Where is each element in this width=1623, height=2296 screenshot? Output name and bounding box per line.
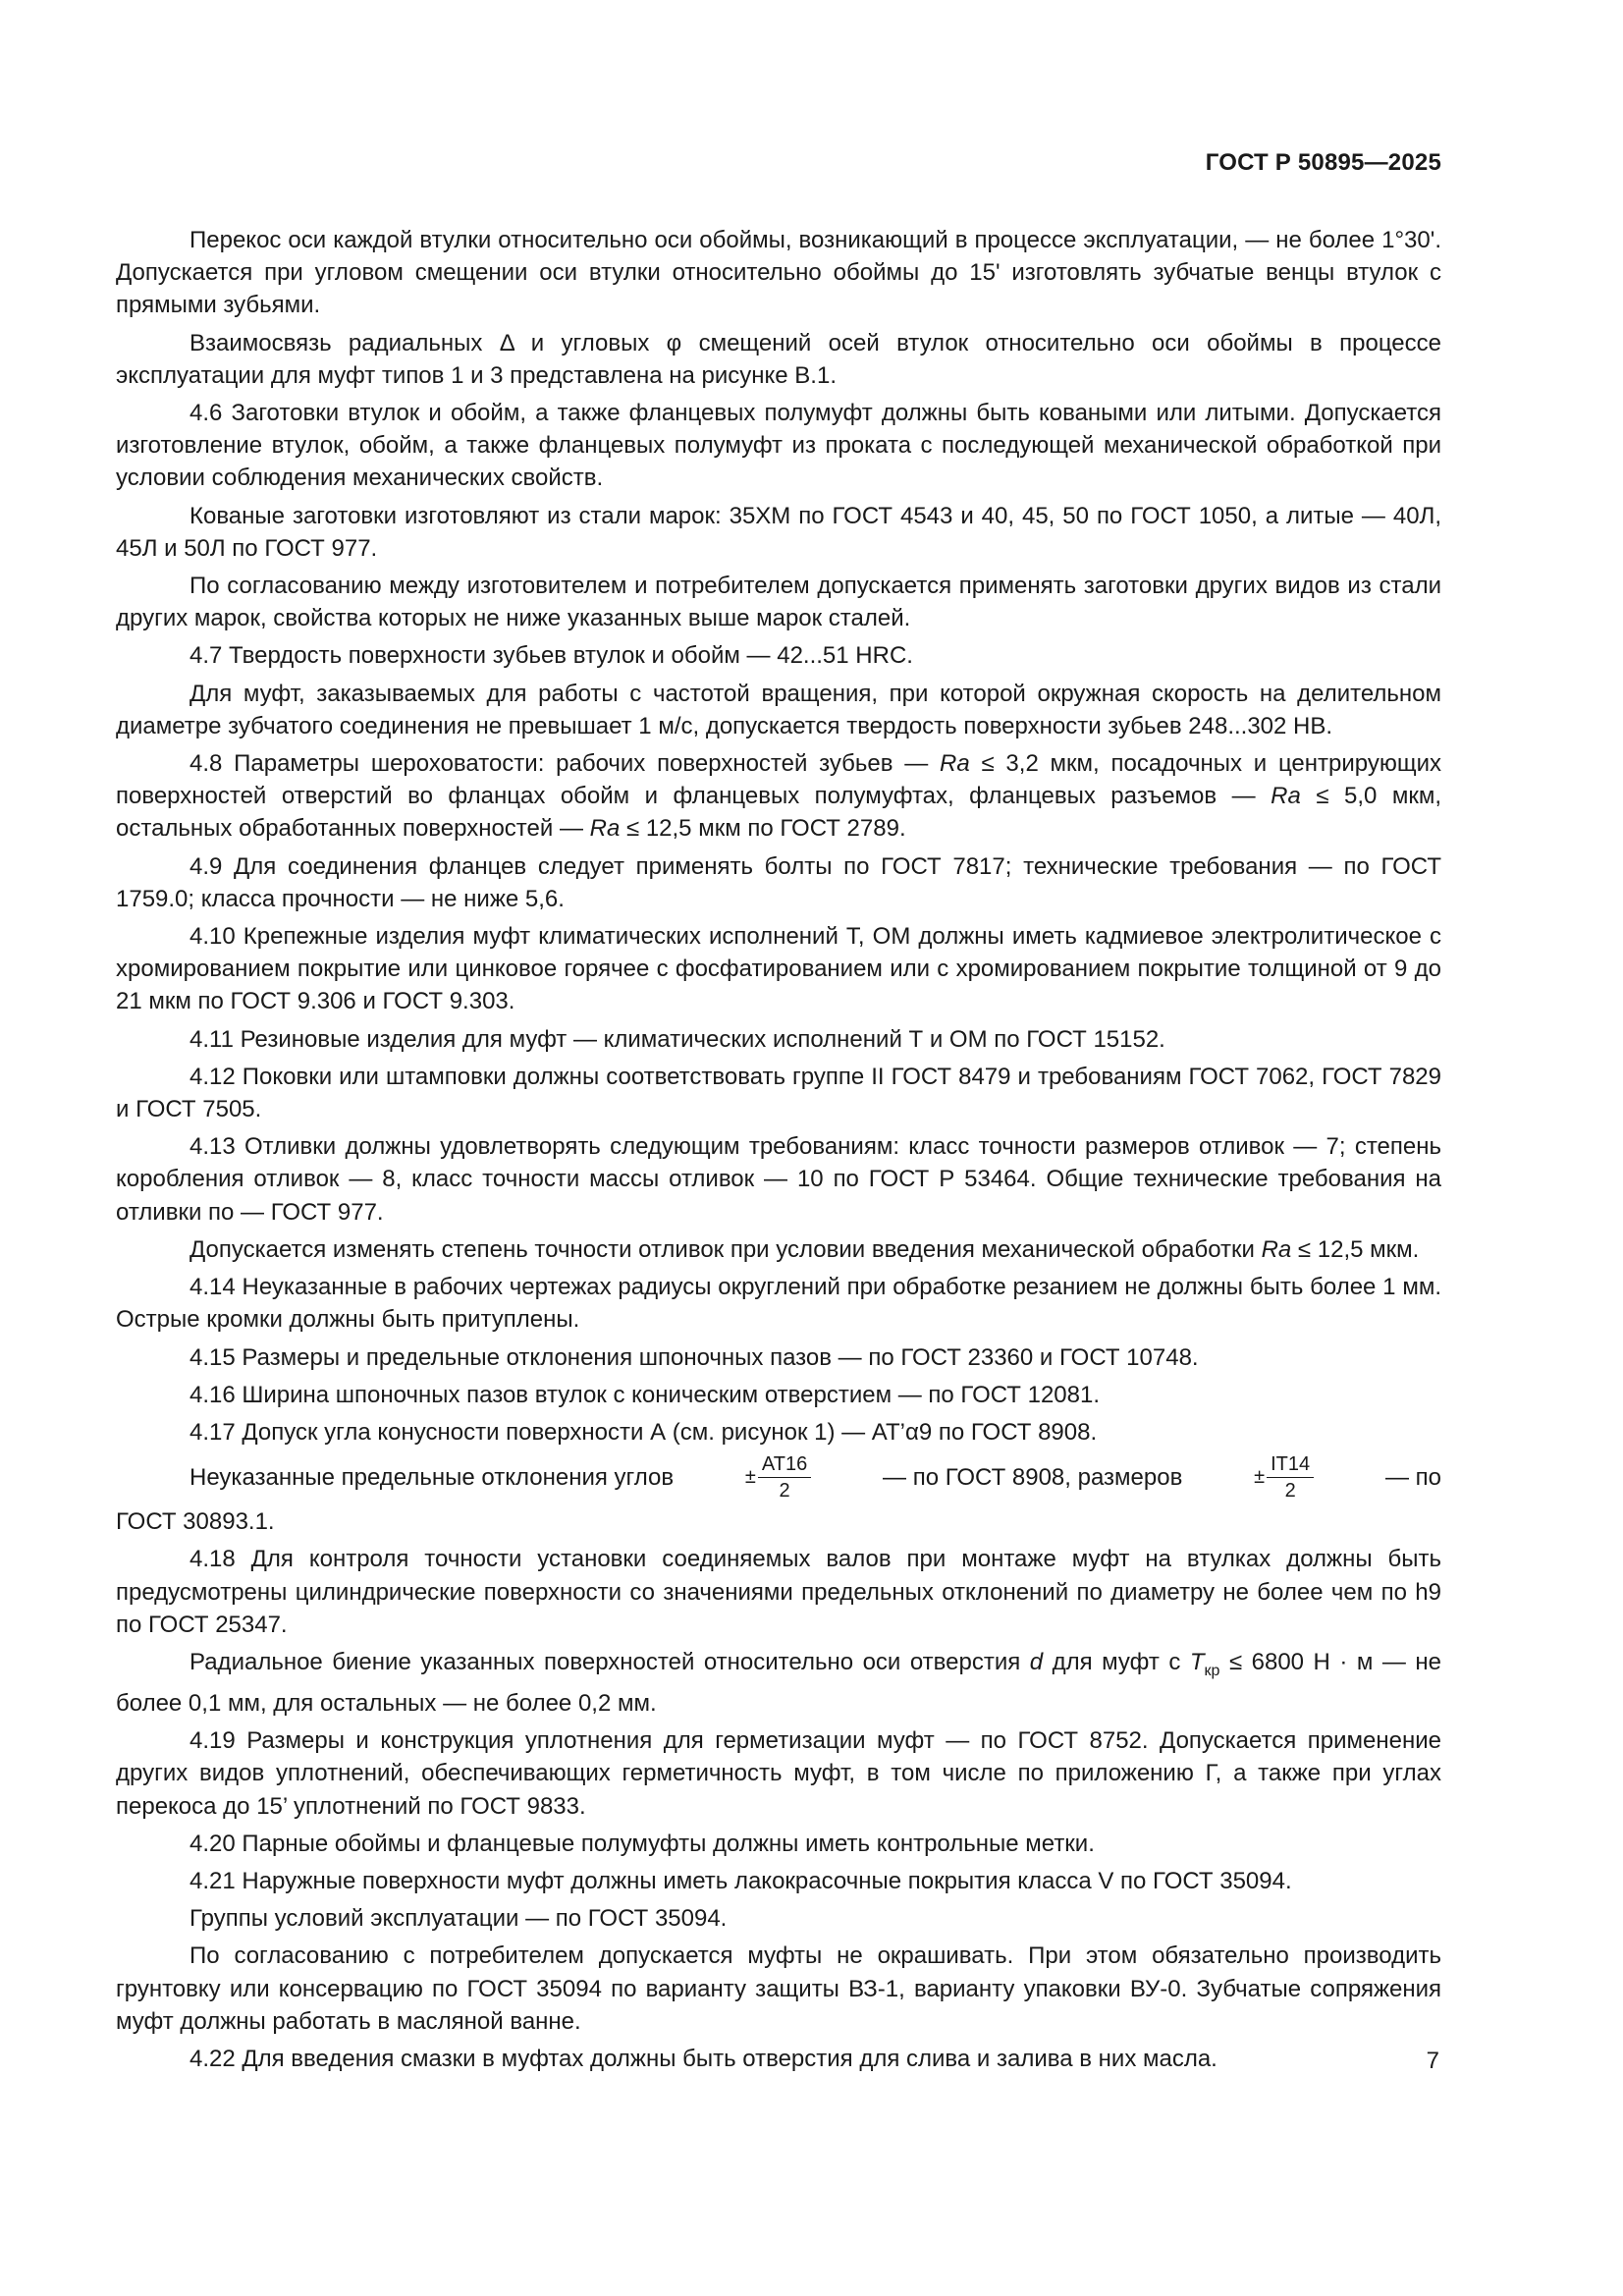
ra-symbol: Ra bbox=[589, 815, 621, 843]
paragraph-continuation: ГОСТ 30893.1. bbox=[116, 1508, 275, 1536]
text-run: ≤ 12,5 мкм. bbox=[1291, 1235, 1420, 1263]
paragraph: 4.11 Резиновые изделия для муфт — климатических исполнений Т и ОМ по ГОСТ 15152. bbox=[189, 1025, 1165, 1053]
text-run: ≤ 5,0 мкм, остальных обработанных поверхностей — bbox=[116, 783, 1441, 843]
text-run: — по ГОСТ 8908, размеров bbox=[883, 1464, 1183, 1491]
paragraph: 4.20 Парные обоймы и фланцевые полумуфты должны иметь контрольные метки. bbox=[189, 1830, 1095, 1857]
d-symbol: d bbox=[1029, 1648, 1044, 1675]
paragraph: Группы условий эксплуатации — по ГОСТ 35094. bbox=[189, 1905, 728, 1933]
paragraph: Взаимосвязь радиальных Δ и угловых φ смещений осей втулок относительно оси обоймы в процессе эксплуатации для муфт типов 1 и 3 представлена на рисунке В.1. bbox=[116, 329, 1441, 389]
fraction-numerator: IT14 bbox=[1267, 1453, 1314, 1478]
fraction-denominator: 2 bbox=[1284, 1480, 1296, 1503]
paragraph: По согласованию между изготовителем и потребителем допускается применять заготовки других видов из стали других марок, свойства которых не ниже указанных выше марок сталей. bbox=[116, 573, 1441, 632]
paragraph: Перекос оси каждой втулки относительно оси обоймы, возникающий в процессе эксплуатации, — не более 1°30'. Допускается при угловом смещении оси втулки относительно обоймы до 15' изготовлять зубчатые венцы втулок с прямыми зубьями. bbox=[116, 227, 1441, 319]
paragraph-roughness bbox=[116, 1233, 1441, 1266]
paragraph: 4.12 Поковки или штамповки должны соответствовать группе II ГОСТ 8479 и требованиям ГОСТ 7062, ГОСТ 7829 и ГОСТ 7505. bbox=[116, 1063, 1441, 1123]
paragraph: 4.6 Заготовки втулок и обойм, а также фланцевых полумуфт должны быть коваными или литыми. Допускается изготовление втулок, обойм, а также фланцевых полумуфт из проката с последующей механической обработкой при условии соблюдения механических свойств. bbox=[116, 400, 1441, 492]
paragraph: 4.14 Неуказанные в рабочих чертежах радиусы округлений при обработке резанием не должны быть более 1 мм. Острые кромки должны быть притуплены. bbox=[116, 1274, 1441, 1334]
paragraph-runout bbox=[116, 1646, 1441, 1720]
paragraph: 4.21 Наружные поверхности муфт должны иметь лакокрасочные покрытия класса V по ГОСТ 35094. bbox=[189, 1867, 1292, 1894]
text-run: — по bbox=[1384, 1464, 1441, 1491]
ra-symbol: Ra bbox=[1271, 783, 1301, 810]
text-run: ≤ 3,2 мкм, посадочных и центрирующих поверхностей отверстий во фланцах обойм и фланцевых полумуфтах, фланцевых разъемов — bbox=[116, 750, 1441, 810]
subscript-kr: кр bbox=[1204, 1662, 1220, 1679]
ra-symbol: Ra bbox=[940, 750, 970, 778]
document-id-header: ГОСТ Р 50895—2025 bbox=[1205, 149, 1441, 176]
paragraph-tolerances bbox=[116, 1453, 1441, 1502]
fraction-at16 bbox=[745, 1453, 811, 1502]
plus-minus-sign: ± bbox=[744, 1466, 756, 1488]
fraction-numerator: AT16 bbox=[758, 1453, 811, 1478]
paragraph: 4.15 Размеры и предельные отклонения шпоночных пазов — по ГОСТ 23360 и ГОСТ 10748. bbox=[189, 1343, 1199, 1371]
fraction-denominator: 2 bbox=[779, 1480, 790, 1503]
paragraph: 4.16 Ширина шпоночных пазов втулок с коническим отверстием — по ГОСТ 12081. bbox=[189, 1381, 1101, 1408]
paragraph: Кованые заготовки изготовляют из стали марок: 35ХМ по ГОСТ 4543 и 40, 45, 50 по ГОСТ 1050, а литые — 40Л, 45Л и 50Л по ГОСТ 977. bbox=[116, 502, 1441, 562]
paragraph: 4.7 Твердость поверхности зубьев втулок и обойм — 42...51 HRC. bbox=[189, 642, 913, 670]
paragraph: 4.9 Для соединения фланцев следует применять болты по ГОСТ 7817; технические требования — по ГОСТ 1759.0; класса прочности — не ниже 5,6. bbox=[116, 852, 1441, 912]
text-run: ≤ 12,5 мкм по ГОСТ 2789. bbox=[620, 815, 906, 843]
paragraph: 4.13 Отливки должны удовлетворять следующим требованиям: класс точности размеров отливок — 7; степень коробления отливок — 8, класс точности массы отливок — 10 по ГОСТ Р 53464. Общие технические требования на отливки по — ГОСТ 977. bbox=[116, 1133, 1441, 1226]
paragraph: По согласованию с потребителем допускается муфты не окрашивать. При этом обязательно производить грунтовку или консервацию по ГОСТ 35094 по варианту защиты ВЗ-1, варианту упаковки ВУ-0. Зубчатые сопряжения муфт должны работать в масляной ванне. bbox=[116, 1942, 1441, 2035]
text-run: 4.8 Параметры шероховатости: рабочих поверхностей зубьев — bbox=[189, 750, 941, 778]
fraction-it14 bbox=[1254, 1453, 1314, 1502]
paragraph-4-8 bbox=[116, 747, 1441, 846]
paragraph: 4.17 Допуск угла конусности поверхности А (см. рисунок 1) — AT’α9 по ГОСТ 8908. bbox=[189, 1418, 1098, 1446]
plus-minus-sign: ± bbox=[1254, 1466, 1266, 1488]
paragraph: 4.18 Для контроля точности установки соединяемых валов при монтаже муфт на втулках должны быть предусмотрены цилиндрические поверхности со значениями предельных отклонений по диаметру не более чем по h9 по ГОСТ 25347. bbox=[116, 1546, 1441, 1638]
t-symbol: T bbox=[1189, 1648, 1205, 1675]
text-run: Радиальное биение указанных поверхностей относительно оси отверстия bbox=[189, 1648, 1030, 1675]
ra-symbol: Ra bbox=[1261, 1235, 1292, 1263]
paragraph: 4.22 Для введения смазки в муфтах должны быть отверстия для слива и залива в них масла. bbox=[189, 2045, 1217, 2072]
text-run: для муфт с bbox=[1043, 1648, 1190, 1675]
page-number: 7 bbox=[1426, 2048, 1439, 2074]
paragraph: 4.10 Крепежные изделия муфт климатических исполнений Т, ОМ должны иметь кадмиевое электролитическое с хромированием покрытие или цинковое горячее с фосфатированием или с хромированием покрытие толщиной от 9 до 21 мкм по ГОСТ 9.306 и ГОСТ 9.303. bbox=[116, 923, 1441, 1015]
text-run: Допускается изменять степень точности отливок при условии введения механической обработки bbox=[189, 1235, 1262, 1263]
text-run: ≤ 6800 Н · м — не более 0,1 мм, для остальных — не более 0,2 мм. bbox=[116, 1648, 1441, 1717]
paragraph: 4.19 Размеры и конструкция уплотнения для герметизации муфт — по ГОСТ 8752. Допускается применение других видов уплотнений, обеспечивающих герметичность муфт, в том числе по приложению Г, а также при углах перекоса до 15’ уплотнений по ГОСТ 9833. bbox=[116, 1727, 1441, 1820]
document-body bbox=[116, 224, 1441, 2080]
text-run: Неуказанные предельные отклонения углов bbox=[189, 1464, 675, 1491]
paragraph: Для муфт, заказываемых для работы с частотой вращения, при которой окружная скорость на делительном диаметре зубчатого соединения не превышает 1 м/с, допускается твердость поверхности зубьев 248...302 НВ. bbox=[116, 680, 1441, 739]
